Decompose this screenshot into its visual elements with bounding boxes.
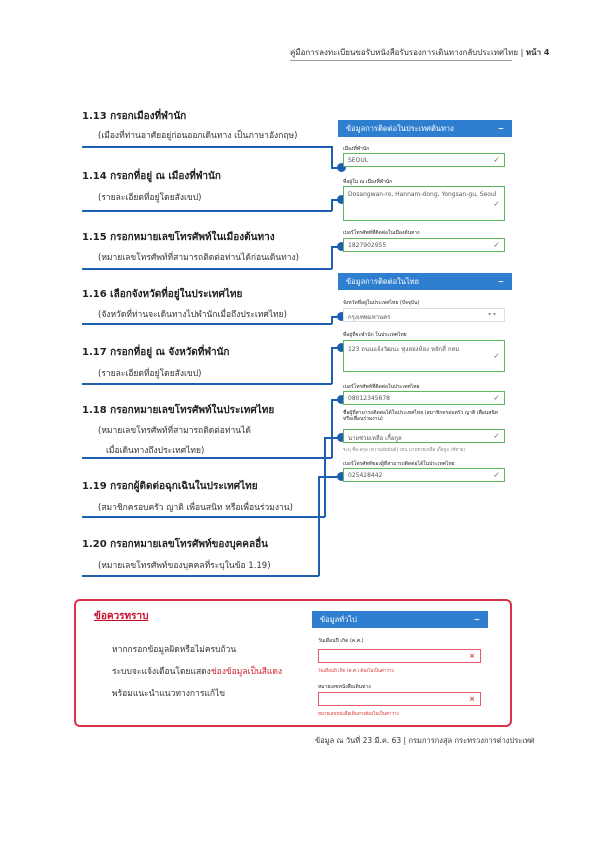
panel-thai-contact-header[interactable]: [338, 273, 512, 290]
item-1-13-desc: (เมืองที่ท่านอาศัยอยู่ก่อนออกเดินทาง เป็นภาษาอังกฤษ): [98, 131, 298, 141]
thai-phone-label: เบอร์โทรศัพท์ที่ติดต่อในประเทศไทย: [343, 384, 420, 390]
item-1-20-title: 1.20 กรอกหมายเลขโทรศัพท์ของบุคคลอื่น: [82, 539, 268, 550]
panel-origin-contact-header[interactable]: [338, 120, 512, 137]
item-1-18-desc: (หมายเลขโทรศัพท์ที่สามารถติดต่อท่านได้: [98, 426, 251, 436]
footer-note: ข้อมูล ณ วันที่ 23 มี.ค. 63 | กรมการกงสุล กระทรวงการต่างประเทศ: [315, 736, 535, 745]
panel-thai-title: ข้อมูลการติดต่อในไทย: [346, 277, 419, 286]
header-page: หน้า 4: [525, 48, 550, 57]
panel-origin-title: ข้อมูลการติดต่อในประเทศต้นทาง: [346, 124, 454, 133]
check-icon: ✓: [493, 240, 500, 250]
check-icon: ✓: [493, 351, 500, 361]
panel-general-header[interactable]: [312, 611, 488, 628]
item-1-17-title: 1.17 กรอกที่อยู่ ณ จังหวัดที่พำนัก: [82, 347, 230, 358]
province-label: จังหวัดที่อยู่ในประเทศไทย (ปัจจุบัน): [343, 300, 420, 306]
passport-error: หมายเลขหนังสือเดินทางต้องไม่เป็นค่าว่าง: [318, 712, 399, 717]
item-1-13-title: 1.13 กรอกเมืองที่พำนัก: [82, 111, 187, 122]
address-label: ที่อยู่ใน ณ เมืองที่พำนัก: [343, 179, 393, 185]
item-1-15-title: 1.15 กรอกหมายเลขโทรศัพท์ในเมืองต้นทาง: [82, 232, 275, 243]
check-icon: ✓: [493, 393, 500, 403]
emergency-contact-value: นายช่วยเหลือ เกื้อกูล: [348, 435, 402, 442]
address-textarea[interactable]: [343, 186, 505, 221]
item-1-19-title: 1.19 กรอกผู้ติดต่อฉุกเฉินในประเทศไทย: [82, 481, 258, 492]
page-header: [290, 46, 549, 59]
thai-address-value: 123 ถนนแจ้งวัฒนะ ทุ่งสองห้อง หลักสี่ กทม: [348, 346, 460, 353]
item-1-14-desc: (รายละเอียดที่อยู่โดยสังเขป): [98, 193, 202, 203]
thai-phone-input[interactable]: [343, 391, 505, 405]
passport-label: หมายเลขหนังสือเดินทาง: [318, 684, 371, 690]
province-value: กรุงเทพมหานคร: [348, 314, 391, 321]
panel-general-title: ข้อมูลทั่วไป: [320, 615, 357, 624]
passport-input[interactable]: [318, 692, 481, 706]
item-1-16-desc: (จังหวัดที่ท่านจะเดินทางไปพำนักเมื่อถึงประเทศไทย): [98, 310, 287, 320]
notice-line2-b: ช่องข้อมูลเป็นสีแดง: [210, 667, 283, 677]
header-title: คู่มือการลงทะเบียนขอรับหนังสือรับรองการเดินทางกลับประเทศไทย |: [290, 48, 524, 57]
thai-address-textarea[interactable]: [343, 340, 505, 372]
notice-line3: พร้อมแนะนำแนวทางการแก้ไข: [112, 689, 226, 699]
error-x-icon: ×: [469, 695, 475, 703]
notice-line2: [112, 664, 282, 678]
item-1-20-desc: (หมายเลขโทรศัพท์ของบุคคลที่ระบุในข้อ 1.19): [98, 561, 271, 571]
header-divider: [290, 60, 512, 61]
province-select[interactable]: [343, 308, 505, 322]
address-value: Dosangwan-ro, Hannam-dong, Yongsan-gu, Seoul: [348, 191, 497, 198]
item-1-16-title: 1.16 เลือกจังหวัดที่อยู่ในประเทศไทย: [82, 289, 243, 300]
city-label: เมืองที่พำนัก: [343, 146, 370, 152]
collapse-icon[interactable]: −: [497, 277, 504, 286]
select-arrow-icon: ▾ ▾: [488, 311, 496, 318]
item-1-18-desc2: เมื่อเดินทางถึงประเทศไทย): [106, 446, 205, 456]
notice-title: ข้อควรทราบ: [94, 611, 149, 622]
origin-phone-value: 1827902955: [348, 242, 387, 249]
item-1-18-title: 1.18 กรอกหมายเลขโทรศัพท์ในประเทศไทย: [82, 405, 275, 416]
thai-phone-value: 08012345678: [348, 395, 390, 402]
thai-address-label: ที่อยู่ที่จะพำนัก ในประเทศไทย: [343, 332, 407, 338]
emergency-contact-input[interactable]: [343, 429, 505, 443]
collapse-icon[interactable]: −: [497, 124, 504, 133]
item-1-19-desc: (สมาชิกครอบครัว ญาติ เพื่อนสนิท หรือเพื่อนร่วมงาน): [98, 503, 293, 513]
item-1-15-desc: (หมายเลขโทรศัพท์ที่สามารถติดต่อท่านได้ก่อนเดินทาง): [98, 253, 299, 263]
contact-phone-value: 025428442: [348, 472, 383, 479]
emergency-contact-label: ชื่อผู้ที่สามารถติดต่อได้ในประเทศไทย (สมาชิกครอบครัว ญาติ เพื่อนสนิท หรือเพื่อนร่วมงาน): [343, 410, 498, 422]
collapse-icon[interactable]: −: [473, 615, 480, 624]
dob-input[interactable]: [318, 649, 481, 663]
contact-phone-label: เบอร์โทรศัพท์ของผู้ที่สามารถติดต่อได้ในประเทศไทย: [343, 461, 455, 467]
emergency-contact-hint: ระบุ ชื่อ-สกุล (ความสัมพันธ์) เช่น นายช่วยเหลือ เกื้อกูล (พี่ชาย): [343, 448, 466, 453]
contact-phone-input[interactable]: [343, 468, 505, 482]
notice-line2-a: ระบบจะแจ้งเตือนโดยแสดง: [112, 667, 211, 677]
city-input[interactable]: [343, 153, 505, 167]
item-1-14-title: 1.14 กรอกที่อยู่ ณ เมืองที่พำนัก: [82, 171, 221, 182]
check-icon: ✓: [493, 155, 500, 165]
check-icon: ✓: [493, 470, 500, 480]
item-1-17-desc: (รายละเอียดที่อยู่โดยสังเขป): [98, 369, 202, 379]
check-icon: ✓: [493, 431, 500, 441]
dob-label: วันเดือนปี เกิด (ค.ศ.): [318, 638, 364, 644]
origin-phone-input[interactable]: [343, 238, 505, 252]
city-value: SEOUL: [348, 157, 369, 164]
dob-error: วันเดือนปี เกิด (ค.ศ.) ต้องไม่เป็นค่าว่าง: [318, 669, 394, 674]
notice-line1: หากกรอกข้อมูลผิดหรือไม่ครบถ้วน: [112, 645, 237, 655]
origin-phone-label: เบอร์โทรศัพท์ที่ติดต่อในเมืองต้นทาง: [343, 230, 420, 236]
error-x-icon: ×: [469, 652, 475, 660]
check-icon: ✓: [493, 199, 500, 208]
